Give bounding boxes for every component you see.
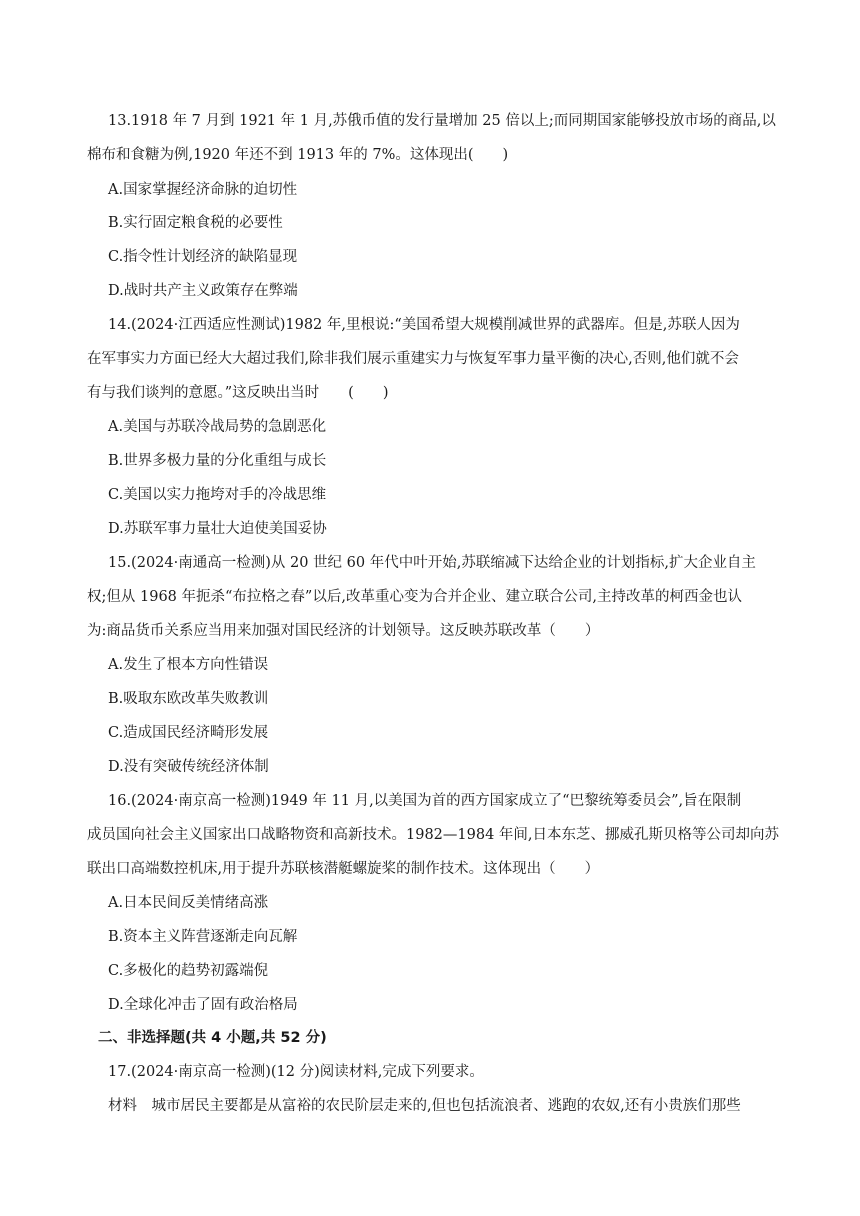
q16-stem-line-1: 16.(2024·南京高一检测)1949 年 11 月,以美国为首的西方国家成立了“巴黎统筹委员会”,旨在限制 [108, 793, 742, 809]
q15-option-a: A.发生了根本方向性错误 [108, 657, 269, 673]
q16-option-a: A.日本民间反美情绪高涨 [108, 895, 269, 911]
q13-option-b: B.实行固定粮食税的必要性 [108, 215, 283, 231]
q15-option-c: C.造成国民经济畸形发展 [108, 725, 269, 741]
q13-option-c: C.指令性计划经济的缺陷显现 [108, 249, 298, 265]
q14-stem-line-3: 有与我们谈判的意愿。”这反映出当时 ( ) [87, 385, 389, 401]
q16-option-c: C.多极化的趋势初露端倪 [108, 963, 269, 979]
section-heading: 二、非选择题(共 4 小题,共 52 分) [98, 1030, 327, 1046]
q14-option-d: D.苏联军事力量壮大迫使美国妥协 [108, 521, 327, 537]
q16-stem-line-3: 联出口高端数控机床,用于提升苏联核潜艇螺旋桨的制作技术。这体现出（ ） [87, 861, 600, 877]
q13-option-a: A.国家掌握经济命脉的迫切性 [108, 182, 298, 198]
q15-option-d: D.没有突破传统经济体制 [108, 759, 269, 775]
q14-option-a: A.美国与苏联冷战局势的急剧恶化 [108, 419, 327, 435]
q15-option-b: B.吸取东欧改革失败教训 [108, 691, 269, 707]
q14-stem-line-2: 在军事实力方面已经大大超过我们,除非我们展示重建实力与恢复军事力量平衡的决心,否则,他们就不会 [87, 351, 739, 367]
q17-material-line: 材料 城市居民主要都是从富裕的农民阶层走来的,但也包括流浪者、逃跑的农奴,还有小贵族们那些 [108, 1098, 741, 1114]
q14-stem-line-1: 14.(2024·江西适应性测试)1982 年,里根说:“美国希望大规模削减世界的武器库。但是,苏联人因为 [108, 317, 740, 333]
q13-stem-line-1: 13.1918 年 7 月到 1921 年 1 月,苏俄币值的发行量增加 25 倍以上;而同期国家能够投放市场的商品,以 [108, 113, 776, 129]
q13-option-d: D.战时共产主义政策存在弊端 [108, 283, 298, 299]
q15-stem-line-1: 15.(2024·南通高一检测)从 20 世纪 60 年代中叶开始,苏联缩减下达给企业的计划指标,扩大企业自主 [108, 555, 756, 571]
q17-stem: 17.(2024·南京高一检测)(12 分)阅读材料,完成下列要求。 [108, 1064, 484, 1080]
q13-stem-line-2: 棉布和食糖为例,1920 年还不到 1913 年的 7%。这体现出( ) [87, 147, 509, 163]
q16-stem-line-2: 成员国向社会主义国家出口战略物资和高新技术。1982—1984 年间,日本东芝、挪威孔斯贝格等公司却向苏 [87, 827, 780, 843]
q15-stem-line-2: 权;但从 1968 年扼杀“布拉格之春”以后,改革重心变为合并企业、建立联合公司,主持改革的柯西金也认 [87, 589, 743, 605]
q14-option-b: B.世界多极力量的分化重组与成长 [108, 453, 327, 469]
q14-option-c: C.美国以实力拖垮对手的冷战思维 [108, 487, 327, 503]
q16-option-d: D.全球化冲击了固有政治格局 [108, 997, 298, 1013]
q16-option-b: B.资本主义阵营逐渐走向瓦解 [108, 929, 298, 945]
q15-stem-line-3: 为:商品货币关系应当用来加强对国民经济的计划领导。这反映苏联改革（ ） [87, 623, 600, 639]
